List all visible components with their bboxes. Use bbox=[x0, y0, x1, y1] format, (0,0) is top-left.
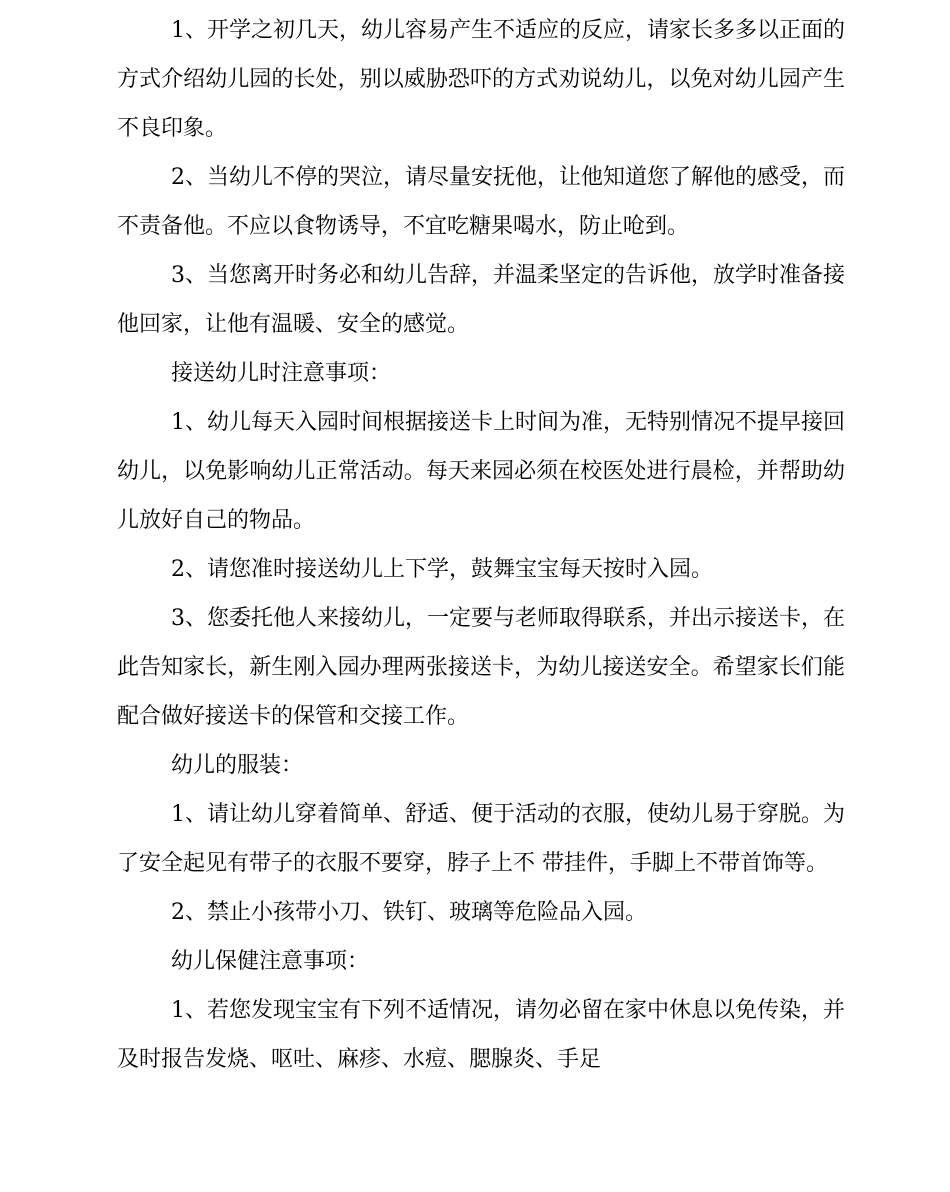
paragraph-adaptation-2: 2、当幼儿不停的哭泣，请尽量安抚他，让他知道您了解他的感受，而不责备他。不应以食物诱导，不宜吃糖果喝水，防止呛到。 bbox=[117, 165, 845, 239]
paragraph-pickup-3: 3、您委托他人来接幼儿，一定要与老师取得联系，并出示接送卡，在此告知家长，新生刚入园办理两张接送卡，为幼儿接送安全。希望家长们能配合做好接送卡的保管和交接工作。 bbox=[117, 606, 845, 729]
section-heading-pickup: 接送幼儿时注意事项： bbox=[171, 361, 392, 386]
paragraph-health-1: 1、若您发现宝宝有下列不适情况，请勿必留在家中休息以免传染，并及时报告发烧、呕吐、麻疹、水痘、腮腺炎、手足 bbox=[117, 998, 845, 1072]
paragraph-pickup-2: 2、请您准时接送幼儿上下学，鼓舞宝宝每天按时入园。 bbox=[171, 557, 713, 582]
section-heading-clothing: 幼儿的服装： bbox=[171, 753, 304, 778]
document-page bbox=[117, 6, 845, 1084]
paragraph-clothing-2: 2、禁止小孩带小刀、铁钉、玻璃等危险品入园。 bbox=[171, 900, 647, 925]
paragraph-adaptation-1: 1、开学之初几天，幼儿容易产生不适应的反应，请家长多多以正面的方式介绍幼儿园的长处，别以威胁恐吓的方式劝说幼儿，以免对幼儿园产生不良印象。 bbox=[117, 18, 845, 141]
paragraph-adaptation-3: 3、当您离开时务必和幼儿告辞，并温柔坚定的告诉他，放学时准备接他回家，让他有温暖、安全的感觉。 bbox=[117, 263, 845, 337]
paragraph-clothing-1: 1、请让幼儿穿着简单、舒适、便于活动的衣服，使幼儿易于穿脱。为了安全起见有带子的衣服不要穿，脖子上不 带挂件，手脚上不带首饰等。 bbox=[117, 802, 845, 876]
paragraph-pickup-1: 1、幼儿每天入园时间根据接送卡上时间为准，无特别情况不提早接回幼儿，以免影响幼儿正常活动。每天来园必须在校医处进行晨检，并帮助幼儿放好自己的物品。 bbox=[117, 410, 845, 533]
section-heading-health: 幼儿保健注意事项： bbox=[171, 949, 370, 974]
